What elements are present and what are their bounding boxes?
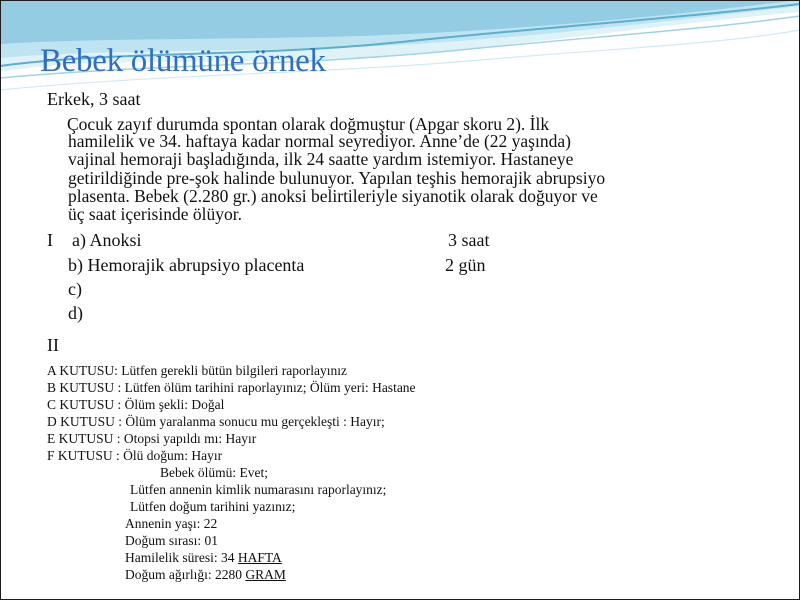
box-c-line: C KUTUSU : Ölüm şekli: Doğal bbox=[47, 397, 225, 412]
box-f-birth-weight bbox=[125, 567, 286, 583]
paragraph-line-4: getirildiğinde pre-şok halinde bulunuyor. Yapılan teşhis hemorajik abrupsiyo bbox=[68, 168, 606, 188]
paragraph-line-6: üç saat içerisinde ölüyor. bbox=[68, 204, 242, 224]
cause-label-d: d) bbox=[68, 303, 83, 323]
section-ii-roman: II bbox=[47, 335, 59, 355]
paragraph-line-2: hamilelik ve 34. haftaya kadar normal seyrediyor. Anne’de (22 yaşında) bbox=[68, 131, 571, 151]
paragraph-line-3: vajinal hemoraji başladığında, ilk 24 saatte yardım istemiyor. Hastaneye bbox=[68, 149, 574, 169]
slide-title: Bebek ölümüne örnek bbox=[40, 43, 326, 79]
box-f-line: F KUTUSU : Ölü doğum: Hayır bbox=[47, 448, 223, 463]
box-f-birth-order: Doğum sırası: 01 bbox=[125, 533, 218, 548]
case-header: Erkek, 3 saat bbox=[47, 89, 141, 109]
birth-weight-text: Doğum ağırlığı: 2280 bbox=[125, 567, 246, 582]
box-f-gestation bbox=[125, 550, 282, 566]
box-f-infant-death: Bebek ölümü: Evet; bbox=[160, 465, 268, 480]
box-f-mother-id: Lütfen annenin kimlik numarasını raporlayınız; bbox=[130, 482, 387, 497]
cause-interval-a: 3 saat bbox=[448, 230, 490, 250]
gestation-text: Hamilelik süresi: 34 bbox=[125, 550, 238, 565]
box-e-line: E KUTUSU : Otopsi yapıldı mı: Hayır bbox=[47, 431, 257, 446]
box-d-line: D KUTUSU : Ölüm yaralanma sonucu mu gerçekleşti : Hayır; bbox=[47, 414, 385, 429]
cause-label-c: c) bbox=[68, 279, 82, 299]
cause-label-b: b) Hemorajik abrupsiyo placenta bbox=[68, 255, 305, 275]
box-f-mother-age: Annenin yaşı: 22 bbox=[125, 516, 218, 531]
paragraph-line-5: plasenta. Bebek (2.280 gr.) anoksi belirtileriyle siyanotik olarak doğuyor ve bbox=[68, 186, 598, 206]
box-f-birth-date: Lütfen doğum tarihini yazınız; bbox=[130, 499, 296, 514]
paragraph-line-1: Çocuk zayıf durumda spontan olarak doğmuştur (Apgar skoru 2). İlk bbox=[67, 114, 550, 134]
cause-interval-b: 2 gün bbox=[445, 255, 486, 275]
box-b-line: B KUTUSU : Lütfen ölüm tarihini raporlayınız; Ölüm yeri: Hastane bbox=[47, 380, 416, 395]
birth-weight-unit: GRAM bbox=[245, 567, 286, 582]
gestation-unit: HAFTA bbox=[237, 550, 282, 565]
cause-label-a: a) Anoksi bbox=[72, 230, 142, 250]
section-i-roman: I bbox=[47, 230, 53, 250]
box-a-line: A KUTUSU: Lütfen gerekli bütün bilgileri raporlayınız bbox=[47, 363, 347, 378]
